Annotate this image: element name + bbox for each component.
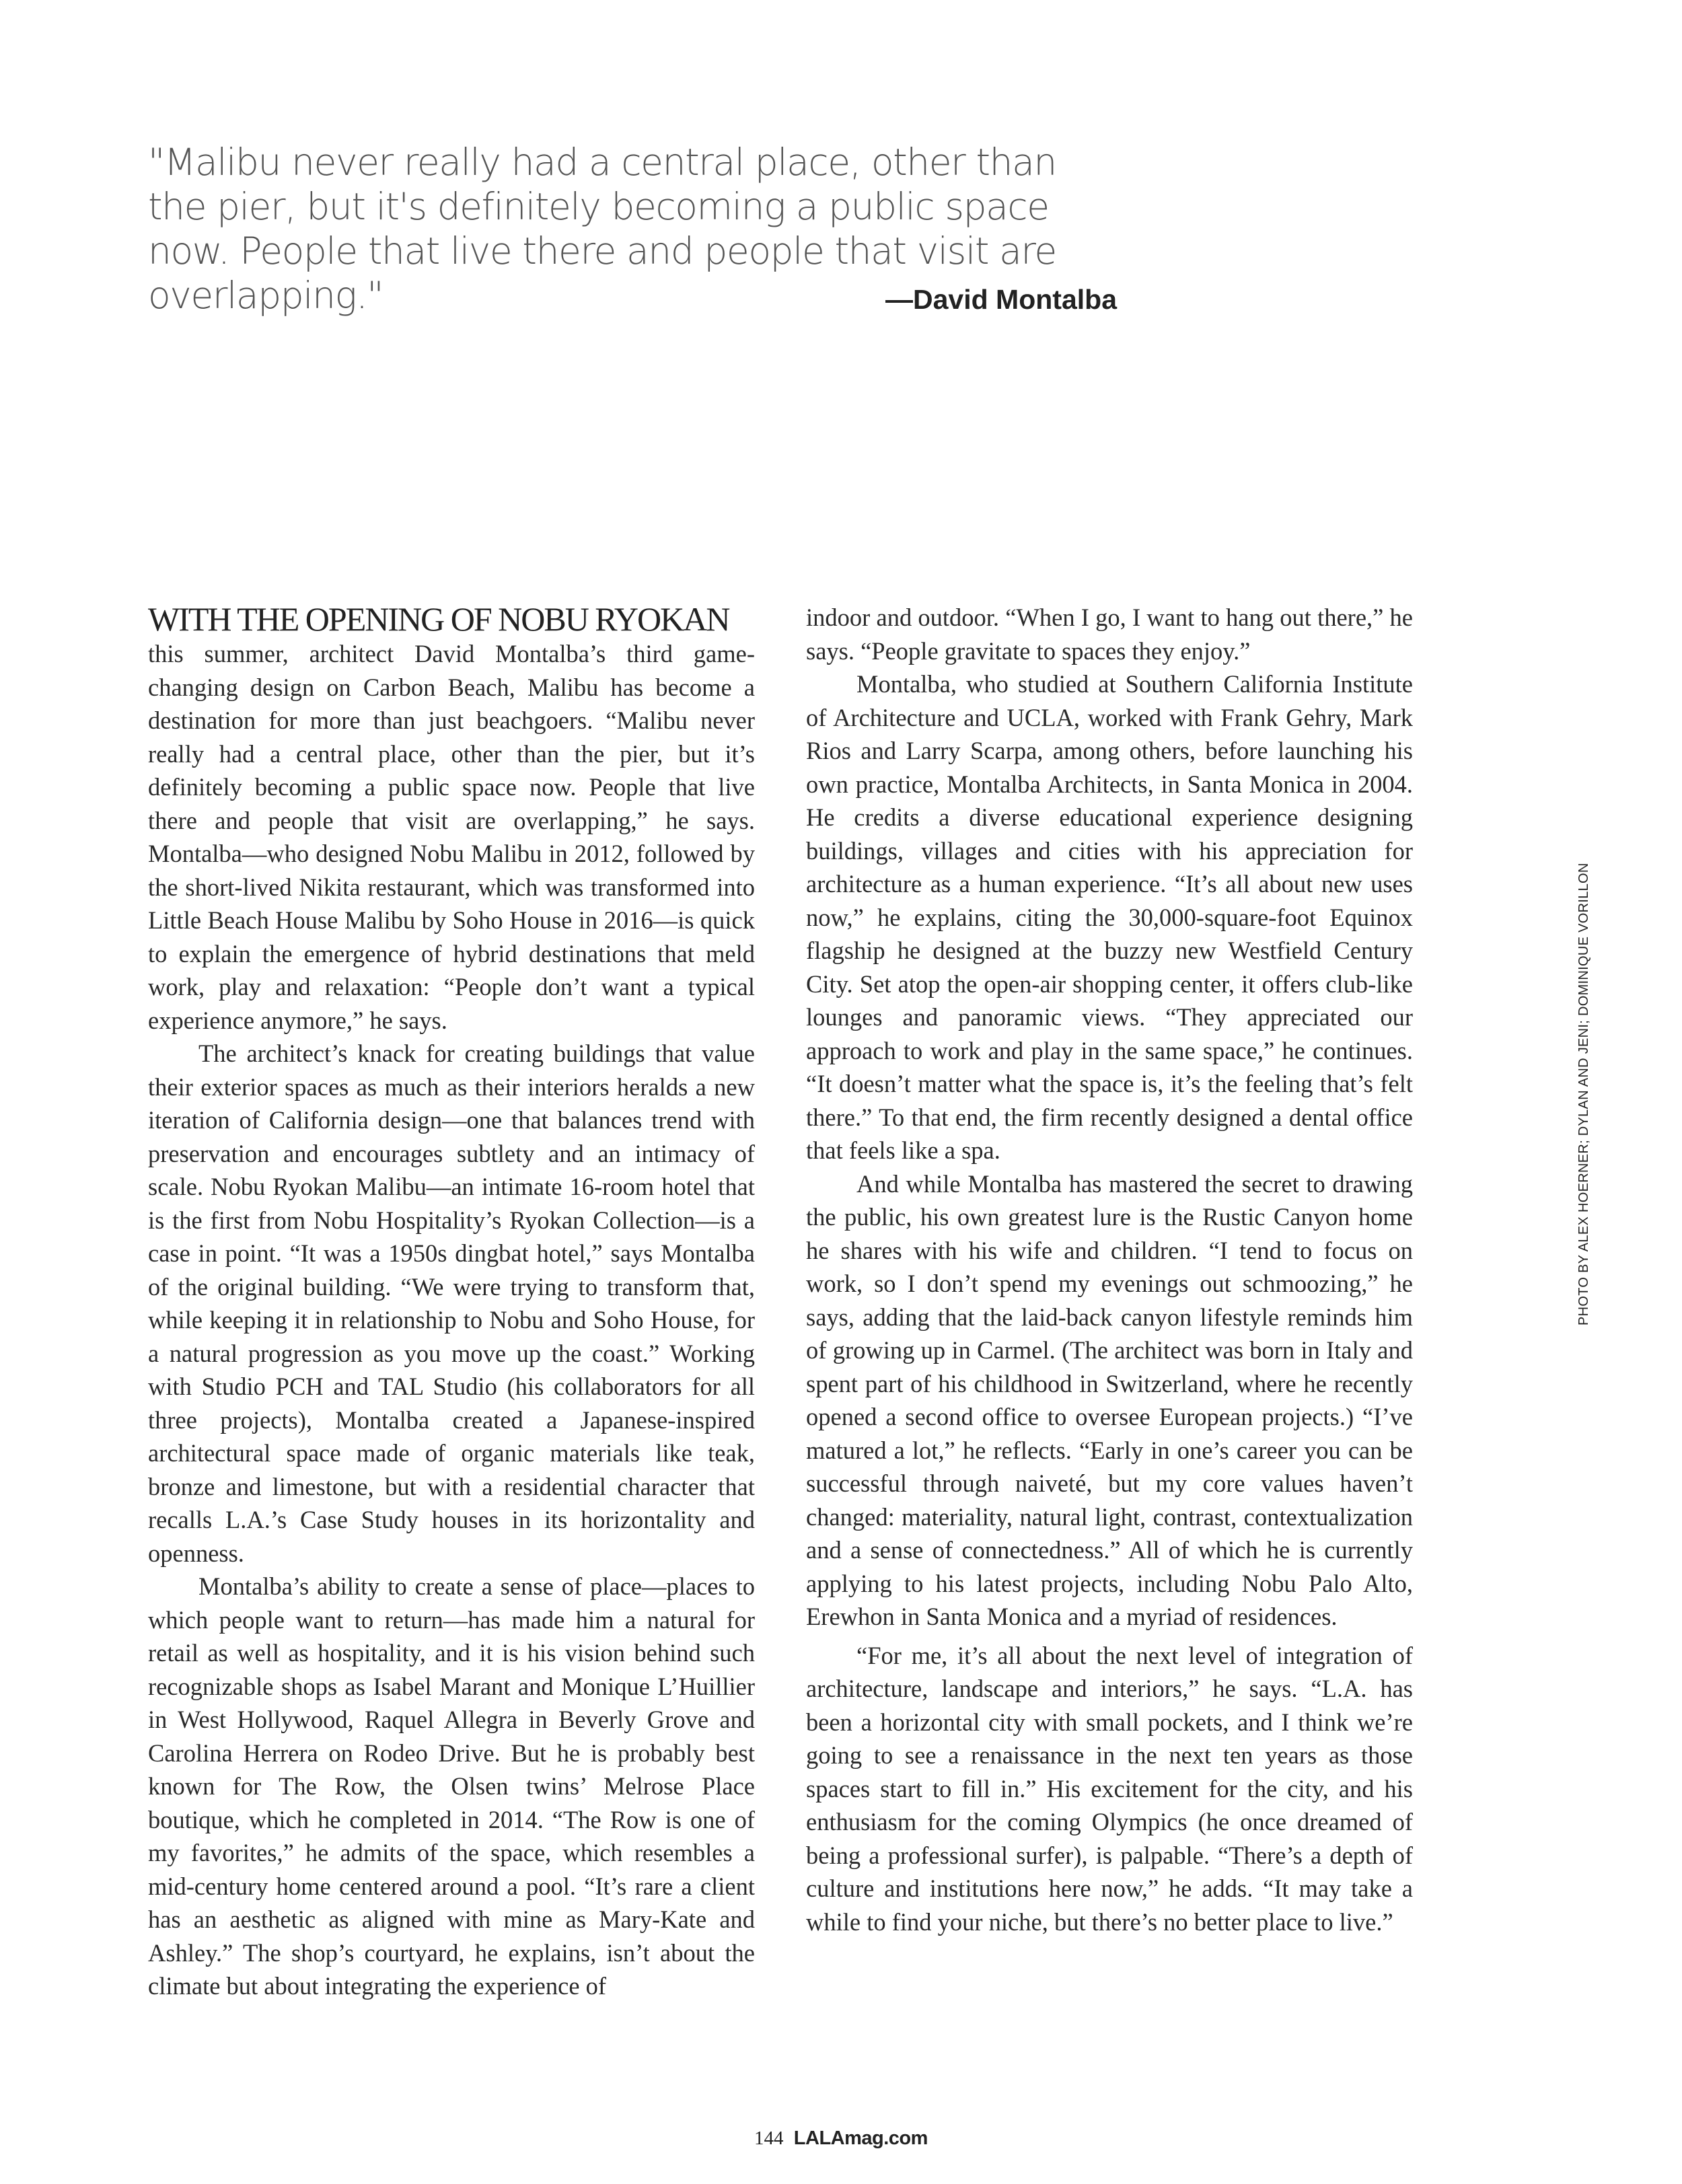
article-paragraph: indoor and outdoor. “When I go, I want to hang out there,” he says. “People gravitate to spaces they enjoy.” xyxy=(806,604,1413,665)
article-paragraph: “For me, it’s all about the next level of integration of architecture, landscape and interiors,” he says. “L.A. has been a horizontal city with small pockets, and I think we’re going to see a renaissance in the next ten years as those spaces start to fill in.” His excitement for the city, and his enthusiasm for the coming Olympics (he once dreamed of being a professional surfer), is palpable. “There’s a depth of culture and institutions here now,” he adds. “It may take a while to find your niche, but there’s no better place to live.” xyxy=(806,1641,1413,1936)
site-name: LALAmag.com xyxy=(793,2127,928,2149)
article-lead-in: WITH THE OPENING OF NOBU RYOKAN xyxy=(148,600,729,638)
pull-quote-attribution: —David Montalba xyxy=(885,284,1117,315)
article-paragraph: Montalba’s ability to create a sense of place—places to which people want to return—has made him a natural for retail as well as hospitality, and it is his vision behind such recognizable shops as Isabel Marant and Monique L’Huillier in West Hollywood, Raquel Allegra in Beverly Grove and Carolina Herrera on Rodeo Drive. But he is probably best known for The Row, the Olsen twins’ Melrose Place boutique, which he completed in 2014. “The Row is one of my favorites,” he admits of the space, which resembles a mid-century home centered around a pool. “It’s rare a client has an aesthetic as aligned with mine as Mary-Kate and Ashley.” The shop’s courtyard, he explains, isn’t about the climate but about integrating the experience of xyxy=(148,1572,755,2000)
article-paragraph: The architect’s knack for creating buildings that value their exterior spaces as much as their interiors heralds a new iteration of California design—one that balances trend with preservation and encourages subtlety and an intimacy of scale. Nobu Ryokan Malibu—an intimate 16-room hotel that is the first from Nobu Hospitality’s Ryokan Collection—is a case in point. “It was a 1950s dingbat hotel,” says Montalba of the original building. “We were trying to transform that, while keeping it in relationship to Nobu and Soho House, for a natural progression as you move up the coast.” Working with Studio PCH and TAL Studio (his collaborators for all three projects), Montalba created a Japanese-inspired architectural space made of organic materials like teak, bronze and limestone, but with a residential character that recalls L.A.’s Case Study houses in its horizontality and openness. xyxy=(148,1040,755,1567)
article-column-left xyxy=(148,601,755,2003)
article-paragraph: Montalba, who studied at Southern California Institute of Architecture and UCLA, worked with Frank Gehry, Mark Rios and Larry Scarpa, among others, before launching his own practice, Montalba Architects, in Santa Monica in 2004. He credits a diverse educational experience designing buildings, villages and cities with his appreciation for architecture as a human experience. “It’s all about new uses now,” he explains, citing the 30,000-square-foot Equinox flagship he designed at the buzzy new Westfield Century City. Set atop the open-air shopping center, it offers club-like lounges and panoramic views. “They appreciated our approach to work and play in the same space,” he continues. “It doesn’t matter what the space is, it’s the feeling that’s felt there.” To that end, the firm recently designed a dental office that feels like a spa. xyxy=(806,670,1413,1164)
pull-quote: "Malibu never really had a central place, other than the pier, but it's definitely becoming a public space now. People that live there and people that visit are overlapping." xyxy=(148,141,1056,317)
page-footer xyxy=(0,2127,1682,2150)
photo-credit: PHOTO BY ALEX HOERNER; DYLAN AND JENI; DOMINIQUE VORILLON xyxy=(1576,863,1591,1325)
article-paragraph: And while Montalba has mastered the secret to drawing the public, his own greatest lure is the Rustic Canyon home he shares with his wife and children. “I tend to focus on work, so I don’t spend my evenings out schmoozing,” he says, adding that the laid-back canyon lifestyle reminds him of growing up in Carmel. (The architect was born in Italy and spent part of his childhood in Switzerland, where he recently opened a second office to oversee European projects.) “I’ve matured a lot,” he reflects. “Early in one’s career you can be successful through naiveté, but my core values haven’t changed: materiality, natural light, contrast, contextualization and a sense of connectedness.” All of which he is currently applying to his latest projects, including Nobu Palo Alto, Erewhon in Santa Monica and a myriad of residences. xyxy=(806,1169,1413,1630)
article-paragraph: this summer, architect David Montalba’s third game-changing design on Carbon Beach, Malibu has become a destination for more than just beachgoers. “Malibu never really had a central place, other than the pier, but it’s definitely becoming a public space now. People that live there and people that visit are overlapping,” he says. Montalba—who designed Nobu Malibu in 2012, followed by the short-lived Nikita restaurant, which was transformed into Little Beach House Malibu by Soho House in 2016—is quick to explain the emergence of hybrid destinations that meld work, play and relaxation: “People don’t want a typical experience anymore,” he says. xyxy=(148,640,755,1034)
page-number: 144 xyxy=(754,2127,784,2149)
article-column-right xyxy=(806,601,1413,1938)
